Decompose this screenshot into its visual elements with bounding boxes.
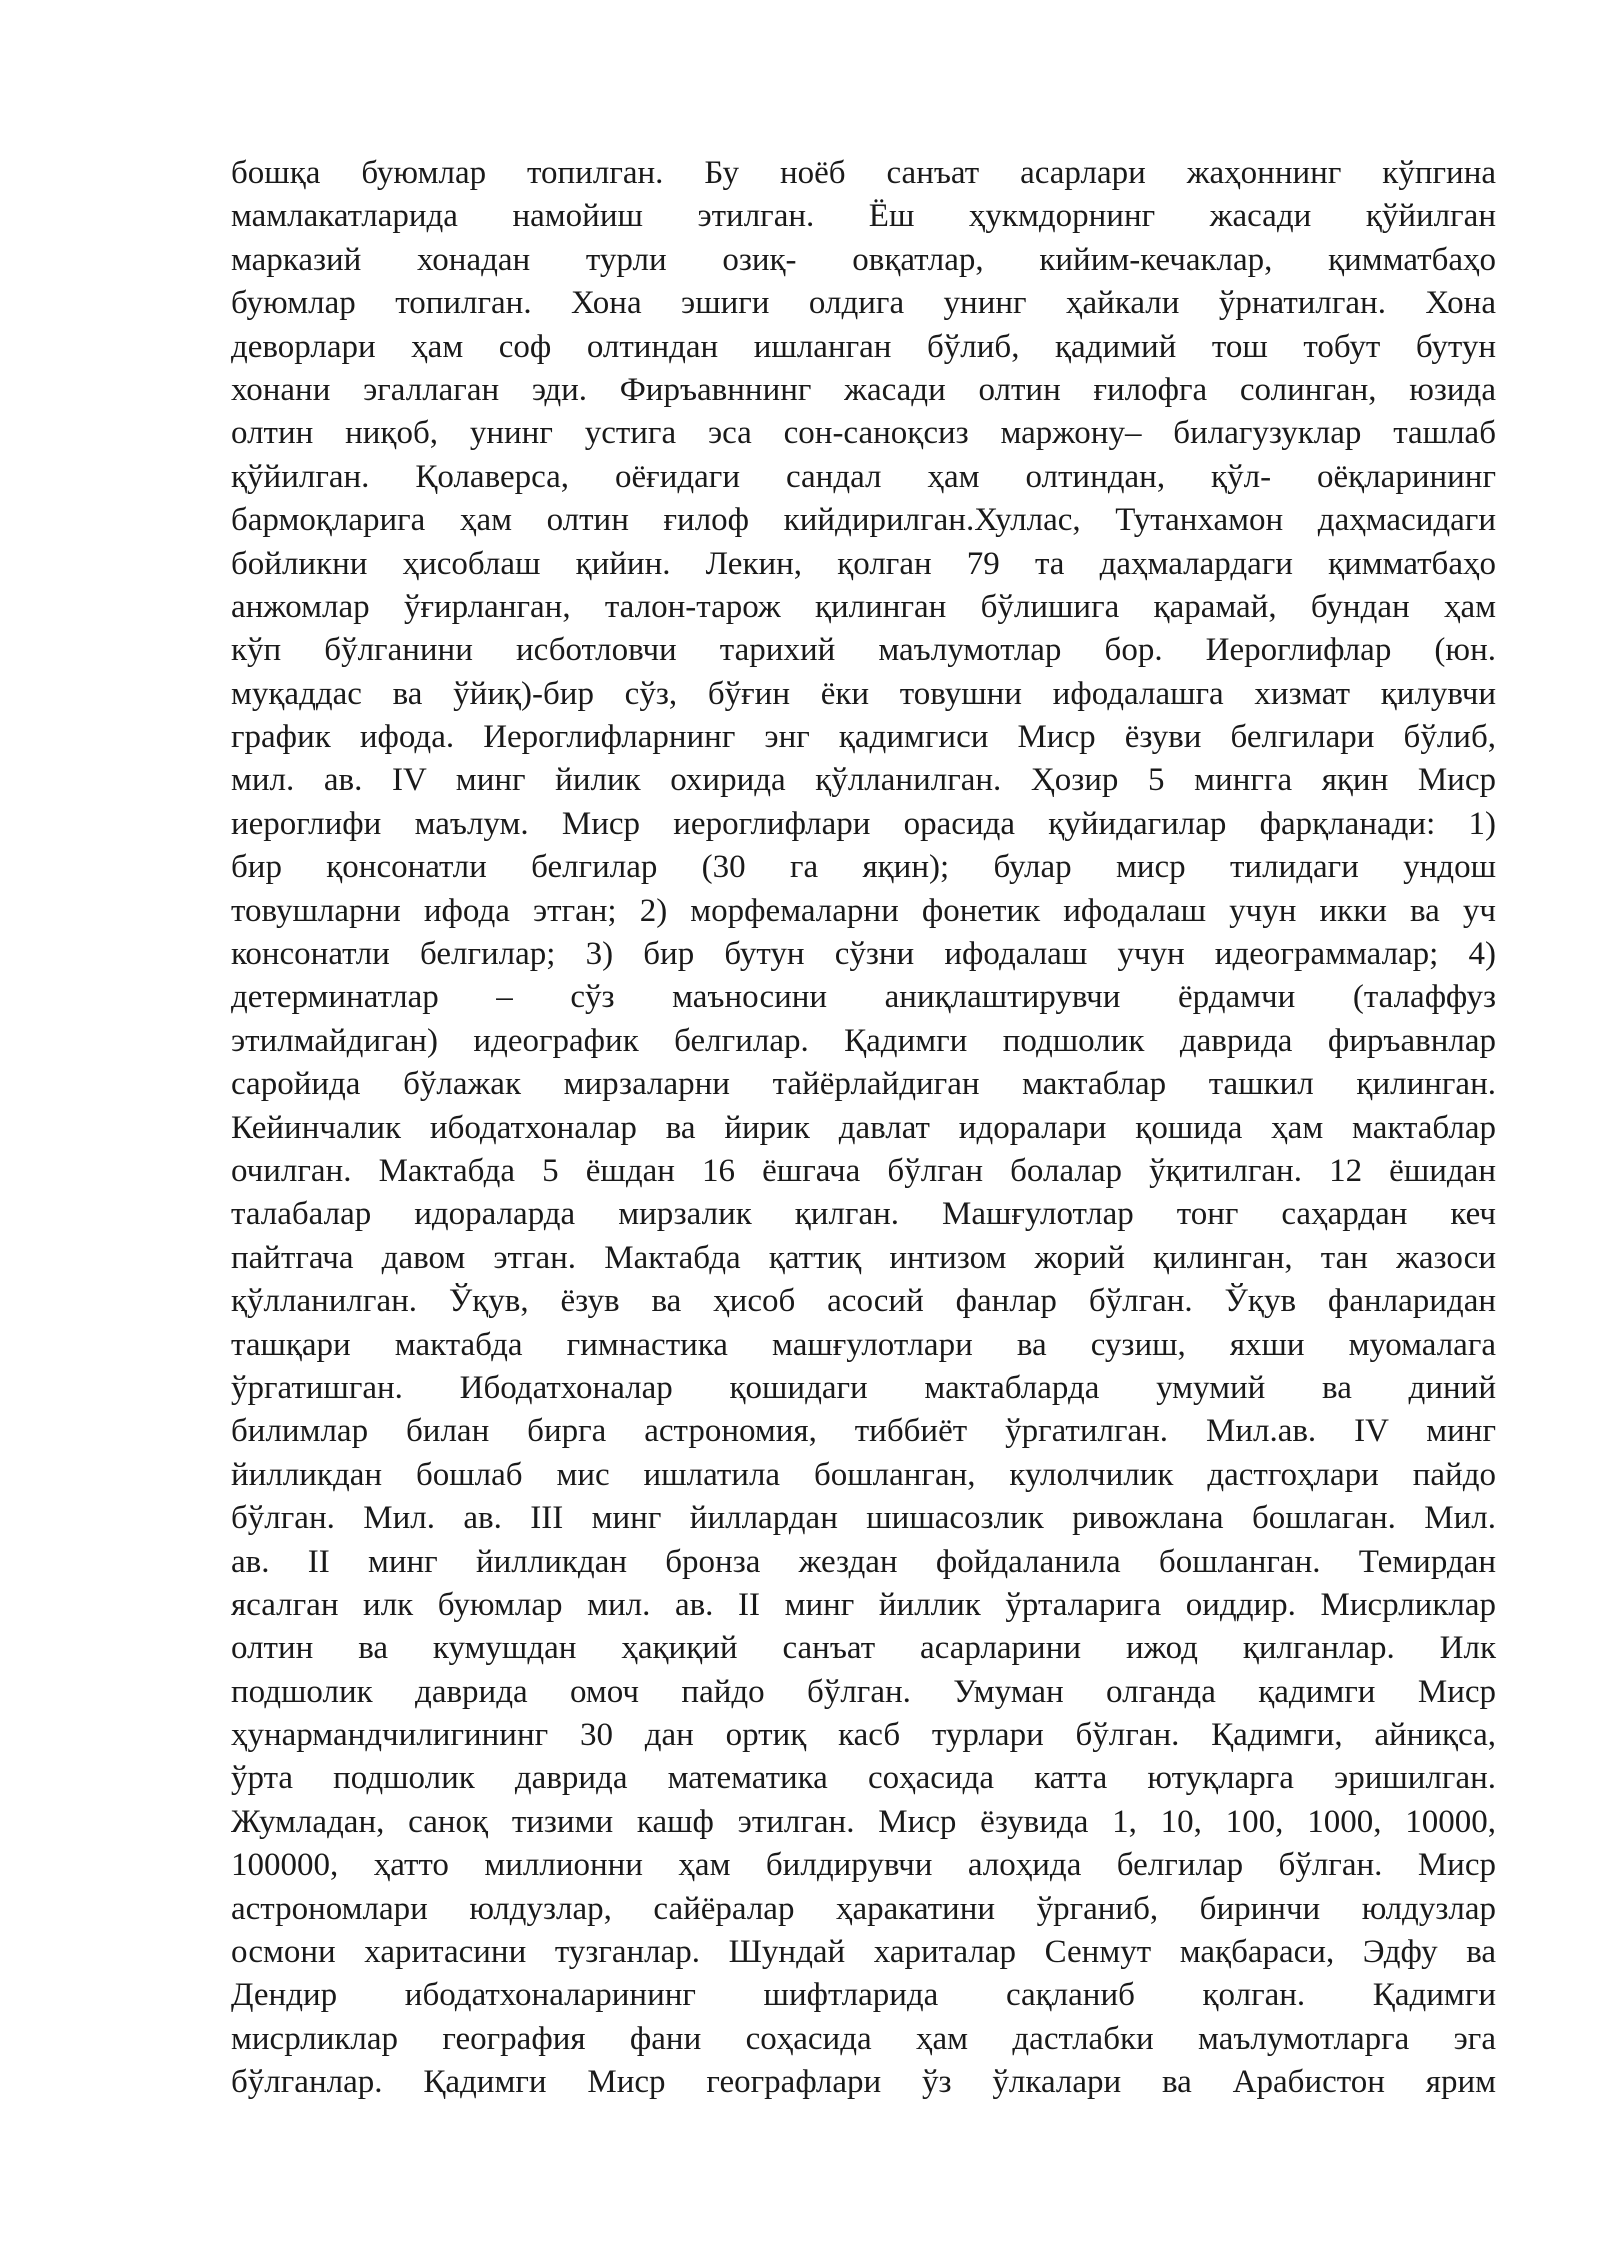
text-line: консонатли белгилар; 3) бир бутун сўзни ифодалаш учун идеограммалар; 4): [231, 936, 1496, 973]
text-line: детерминатлар – сўз маъносини аниқлаштирувчи ёрдамчи (талаффуз: [231, 979, 1496, 1016]
text-line: ҳунармандчилигининг 30 дан ортиқ касб турлари бўлган. Қадимги, айниқса,: [231, 1717, 1496, 1754]
text-line: хонани эгаллаган эди. Фиръавннинг жасади олтин ғилофга солинган, юзида: [231, 371, 1496, 408]
text-line: Кейинчалик ибодатхоналар ва йирик давлат идоралари қошида ҳам мактаблар: [231, 1109, 1496, 1146]
text-line: талабалар идораларда мирзалик қилган. Машғулотлар тонг саҳардан кеч: [231, 1196, 1496, 1233]
text-line: бармоқларига ҳам олтин ғилоф кийдирилган.Хуллас, Тутанхамон даҳмасидаги: [231, 502, 1496, 539]
text-line: қўйилган. Қолаверса, оёғидаги сандал ҳам олтиндан, қўл- оёқларининг: [231, 458, 1496, 495]
text-line: қўлланилган. Ўқув, ёзув ва ҳисоб асосий фанлар бўлган. Ўқув фанларидан: [231, 1283, 1496, 1320]
text-line: билимлар билан бирга астрономия, тиббиёт ўргатилган. Мил.ав. IV минг: [231, 1413, 1496, 1450]
text-line: Жумладан, саноқ тизими кашф этилган. Миср ёзувида 1, 10, 100, 1000, 10000,: [231, 1803, 1496, 1840]
text-line: бўлганлар. Қадимги Миср географлари ўз ўлкалари ва Арабистон ярим: [231, 2064, 1496, 2101]
text-line: 100000, ҳатто миллионни ҳам билдирувчи алоҳида белгилар бўлган. Миср: [231, 1847, 1496, 1884]
text-line: график ифода. Иероглифларнинг энг қадимгиси Миср ёзуви белгилари бўлиб,: [231, 719, 1496, 756]
text-line: иероглифи маълум. Миср иероглифлари орасида қуйидагилар фарқланади: 1): [231, 805, 1496, 842]
text-line: этилмайдиган) идеографик белгилар. Қадимги подшолик даврида фиръавнлар: [231, 1022, 1496, 1059]
text-line: мамлакатларида намойиш этилган. Ёш ҳукмдорнинг жасади қўйилган: [231, 198, 1496, 235]
text-line: бойликни ҳисоблаш қийин. Лекин, қолган 79 та даҳмалардаги қимматбаҳо: [231, 545, 1496, 582]
text-line: очилган. Мактабда 5 ёшдан 16 ёшгача бўлган болалар ўқитилган. 12 ёшидан: [231, 1152, 1496, 1189]
text-line: олтин ва кумушдан ҳақиқий санъат асарларини ижод қилганлар. Илк: [231, 1630, 1496, 1667]
text-line: осмони харитасини тузганлар. Шундай хариталар Сенмут мақбараси, Эдфу ва: [231, 1934, 1496, 1971]
text-line: мил. ав. IV минг йилик охирида қўлланилган. Ҳозир 5 мингга яқин Миср: [231, 762, 1496, 799]
text-line: саройида бўлажак мирзаларни тайёрлайдиган мактаблар ташкил қилинган.: [231, 1066, 1496, 1103]
text-line: товушларни ифода этган; 2) морфемаларни фонетик ифодалаш учун икки ва уч: [231, 892, 1496, 929]
text-line: пайтгача давом этган. Мактабда қаттиқ интизом жорий қилинган, тан жазоси: [231, 1239, 1496, 1276]
text-line: йилликдан бошлаб мис ишлатила бошланган, кулолчилик дастгоҳлари пайдо: [231, 1456, 1496, 1493]
text-line: бошқа буюмлар топилган. Бу ноёб санъат асарлари жаҳоннинг кўпгина: [231, 155, 1496, 191]
text-line: марказий хонадан турли озиқ- овқатлар, кийим-кечаклар, қимматбаҳо: [231, 241, 1496, 278]
text-line: олтин ниқоб, унинг устига эса сон-саноқсиз маржону– билагузуклар ташлаб: [231, 415, 1496, 452]
document-body-text: [231, 152, 1496, 2105]
text-line: мисрликлар география фани соҳасида ҳам дастлабки маълумотларга эга: [231, 2020, 1496, 2057]
text-line: ўргатишган. Ибодатхоналар қошидаги мактабларда умумий ва диний: [231, 1369, 1496, 1406]
text-line: деворлари ҳам соф олтиндан ишланган бўлиб, қадимий тош тобут бутун: [231, 328, 1496, 365]
text-line: астрономлари юлдузлар, сайёралар ҳаракатини ўрганиб, биринчи юлдузлар: [231, 1890, 1496, 1927]
text-line: ташқари мактабда гимнастика машғулотлари ва сузиш, яхши муомалага: [231, 1326, 1496, 1363]
text-line: ясалган илк буюмлар мил. ав. II минг йиллик ўрталарига оиддир. Мисрликлар: [231, 1586, 1496, 1623]
text-line: буюмлар топилган. Хона эшиги олдига унинг ҳайкали ўрнатилган. Хона: [231, 285, 1496, 322]
text-line: кўп бўлганини исботловчи тарихий маълумотлар бор. Иероглифлар (юн.: [231, 632, 1496, 669]
text-line: муқаддас ва ўйиқ)-бир сўз, бўғин ёки товушни ифодалашга хизмат қилувчи: [231, 675, 1496, 712]
text-line: бир қонсонатли белгилар (30 га яқин); булар миср тилидаги ундош: [231, 849, 1496, 886]
text-line: ўрта подшолик даврида математика соҳасида катта ютуқларга эришилган.: [231, 1760, 1496, 1797]
text-line: бўлган. Мил. ав. III минг йиллардан шишасозлик ривожлана бошлаган. Мил.: [231, 1500, 1496, 1537]
text-line: ав. II минг йилликдан бронза жездан фойдаланила бошланган. Темирдан: [231, 1543, 1496, 1580]
text-line: Дендир ибодатхоналарининг шифтларида сақланиб қолган. Қадимги: [231, 1977, 1496, 2014]
text-line: подшолик даврида омоч пайдо бўлган. Умуман олганда қадимги Миср: [231, 1673, 1496, 1710]
text-line: анжомлар ўғирланган, талон-тарож қилинган бўлишига қарамай, бундан ҳам: [231, 588, 1496, 625]
